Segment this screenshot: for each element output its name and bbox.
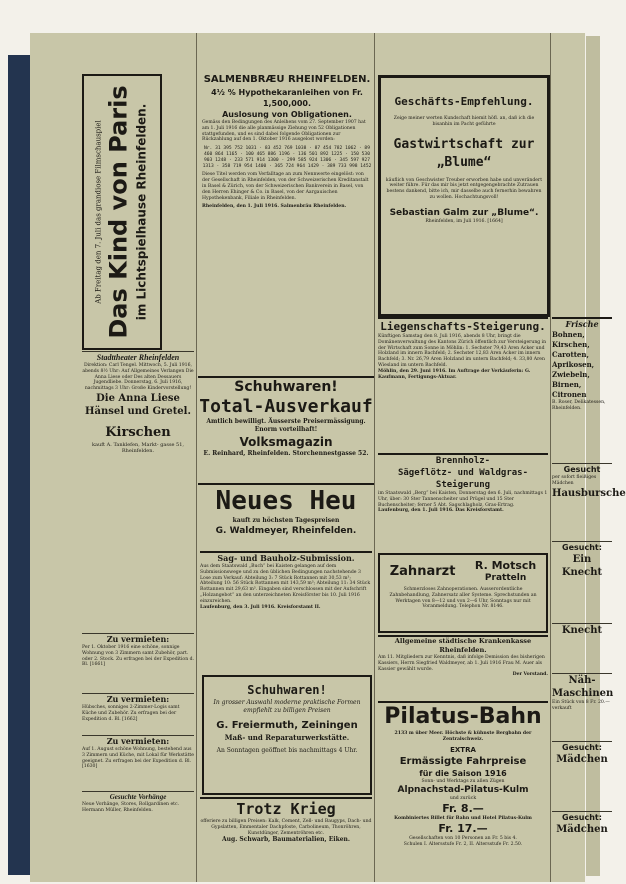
zahnarzt-title: Zahnarzt (389, 563, 456, 579)
gesucht2-body: Ein Knecht (561, 554, 603, 578)
heu-title: Neues Heu (215, 486, 357, 516)
schuh2-note: An Sonntagen geöffnet bis nachmittags 4 Uhr. (216, 747, 358, 754)
curtain-body: Neue Vorhänge, Stores, Rollgardinen etc. Hermann Müller, Rheinfelden. (82, 802, 180, 813)
film-line2: im Lichtspielhause Rheinfelden. (134, 103, 149, 321)
rent2-title: Zu vermieten: (106, 694, 170, 704)
liegenschaft-sign: Möhlin, den 29. Juni 1916. Im Auftrage der Verkäuferin: G. Kaufmann, Fertigungs-Aktuar. (378, 368, 531, 380)
pilatus-title: Pilatus-Bahn (384, 704, 542, 729)
gesucht1-title: Gesucht (563, 465, 601, 474)
pilatus-group: Gesellschaften von 10 Personen an Fr. 5 bis 4. (409, 835, 517, 841)
gesucht2-ad (552, 541, 612, 592)
kranken-body: Am 11. Mitgliedern zur Kenntnis, daß infolge Demission des bisherigen Kassiers, Herrn Siegfried Waldmeyer, ab 1. Juli 1916 Frau M. Auer als Kassier gewählt wurde. (378, 655, 545, 672)
zahnarzt-city: Pratteln (484, 573, 527, 583)
rent-ad-1 (82, 633, 194, 692)
naeh-title: Näh-Maschinen (552, 675, 614, 699)
brennholz-ad (378, 453, 548, 551)
schuh1-ad (198, 376, 374, 482)
schuh2-sub: Maß- und Reparaturwerkstätte. (224, 733, 350, 742)
brennholz-sign: Laufenburg, den 1. Juli 1916. Das Kreisforstamt. (378, 508, 504, 514)
column-rule (196, 33, 197, 882)
naeh-ad (552, 673, 612, 734)
rent2-body: Hübsches, sonniges 2-Zimmer-Logis samt Küche und Zubehör. Zu erfragen bei der Expedition d. Bl. [1662] (82, 705, 180, 722)
curtain-title: Gesuchte Vorhänge (109, 793, 167, 801)
salmen-sub: 4½ % Hypothekaranleihen von Fr. 1,500,000. (211, 88, 363, 108)
blume-body2: käuflich von Geschwister Treuber erworben habe und unverändert weiter führe. Für das mir bis jetzt entgegengebrachte Zutrauen bestens dankend, bitte ich, mir dasselbe auch fernerhin bewahren zu wollen. Hochachtungsvoll! (385, 177, 543, 200)
brennholz-sub: Sägeflötz- und Waldgras-Steigerung (397, 468, 529, 490)
rent1-body: Per 1. Oktober 1916 eine schöne, sonnige Wohnung von 3 Zimmern samt Zubehör, part. oder 2. Stock. Zu erfragen bei der Expedition d. Bl. [1661] (82, 645, 195, 668)
pilatus-ad (378, 701, 548, 881)
theater-title: Stadttheater Rheinfelden (96, 353, 180, 362)
pilatus-schools: Schulen I. Altersstufe Fr. 2, II. Altersstufe Fr. 2.50. (403, 841, 523, 847)
rent-ad-3 (82, 735, 194, 790)
liegenschaft-ad (378, 317, 548, 453)
krieg-body: offeriere zu billigen Preisen: Kalk, Cement, Zell- und Baugyps, Dach- und Gypslatten, Emmentaler Dachpfoste, Carbolineum, Thonröhren, Kunstdünger, Zementröhren etc. (200, 819, 372, 836)
blume-name: Gastwirtschaft zur „Blume“ (393, 136, 535, 170)
liegenschaft-body: Künftigen Samstag den 8. Juli 1916, abends 8 Uhr, bringt die Domänenverwaltung des Kantons Zürich öffentlich zur Versteigerung in der Wirtschaft zum Sonne in Möhlin: 1. Sechster 79,43 Aren Acker und Holzland im innern Bachfeld; 2. Sechster 12,83 Aren Acker im innern Bachfeld; 3. Nr. 26,79 Aren Holzland im untern Bachfeld; 4. 33,80 Aren Wiesland im untern Bachfeld. (378, 334, 547, 368)
zahnarzt-name: R. Motsch (474, 559, 537, 572)
gesucht4-ad (552, 811, 612, 872)
film-line1: Ab Freitag den 7. Juli das grandiose Filmschauspiel (94, 120, 103, 304)
theater-ad (82, 351, 194, 622)
gesucht3-ad (552, 741, 612, 802)
pilatus-offer: Ermässigte Fahrpreise (399, 755, 527, 767)
curtain-ad (82, 791, 194, 852)
newspaper-page (30, 33, 626, 882)
salmen-body: Gemäss den Bedingungen des Anleihens vom 27. September 1907 hat am 1. Juli 1916 die alle planmässige Ziehung von 52 Obligationen stattgefunden, und es sind dabei folgende Obligationen zur Rückzahlung auf den 1. Oktober 1916 ausgelost worden: (202, 120, 366, 143)
blume-title: Geschäfts-Empfehlung. (394, 95, 534, 108)
brennholz-title: Brennholz- (435, 456, 491, 466)
rent-ad-2 (82, 693, 194, 734)
gesucht1-ad (552, 463, 626, 524)
rent1-title: Zu vermieten: (106, 634, 170, 644)
pilatus-days: Sonn- und Werktags zu allen Zügen (421, 778, 505, 784)
naeh-body: Ein Stück von 8 Fr. 20.— verkauft (552, 700, 610, 711)
liegenschaft-title: Liegenschafts-Steigerung. (380, 320, 546, 333)
kirschen-title: Kirschen (105, 424, 171, 440)
heu-body: kauft zu höchsten Tagespreisen (232, 517, 340, 524)
gesucht4-body: Mädchen (556, 824, 608, 835)
haus-title: Hausbursche (552, 487, 626, 499)
schuh1-sub: Total-Ausverkauf (199, 396, 373, 417)
book-binding (8, 55, 30, 875)
holz-body: Aus dem Staatswald „Buch“ bei Kaisten gelangen auf dem Submissionswege und zu den üblichen Bedingungen nachstehende 3 Lose zum Verkauf: Abteilung 3: 7 Stück Rottannen mit 30,53 m³; Abteilung 10: 56 Stück Rottannen mit 143,59 m³; Abteilung 11: 34 Stück Rottannen mit 29,63 m³. Eingaben sind verschlossen mit der Aufschrift „Holzangebot“ an den unterzeichneten Kreisförster bis 10. Juli 1916 einzureichen. (200, 564, 371, 604)
holz-ad (200, 551, 372, 673)
knecht-ad (552, 623, 612, 664)
theater-play1: Die Anna Liese (96, 392, 180, 404)
blume-sign: Sebastian Galm zur „Blume“. (389, 207, 539, 218)
krieg-sign: Aug. Schwarb, Baumaterialien, Eiken. (222, 836, 350, 844)
knecht-title: Knecht (561, 625, 603, 636)
kranken-title: Allgemeine städtische Krankenkasse Rheinfelden. (394, 637, 532, 654)
frische-title: Frische (565, 319, 599, 329)
schuh1-addr: E. Reinhard, Rheinfelden. Storchennestgasse 52. (203, 450, 369, 457)
kranken-sign: Der Vorstand. (512, 672, 548, 678)
heu-name: G. Waldmeyer, Rheinfelden. (215, 526, 357, 536)
frische-items: Bohnen, Kirschen, Carotten, Aprikosen, Zwiebeln, Birnen, Citronen (552, 330, 595, 399)
kirschen-body: kauft A. Tanklefen, Markt- gasse 51, Rheinfelden. (91, 441, 185, 455)
gesucht3-title: Gesucht: (562, 743, 602, 752)
salmen-body2: Diese Titel werden vom Verfalltage an zum Nennwerte eingelöst: von der Gesellschaft in Rheinfelden, von der Schweizerischen Kreditanstalt in Basel & Zürich, von der Schweizerischen Bankverein in Basel, von den Herren Ehinger & Co. in Basel, von der Aargauischen Hypothekenbank, Filiale in Rheinfelden. (202, 172, 369, 201)
pilatus-season: für die Saison 1916 (419, 768, 507, 778)
schuh1-shop: Volksmagazin (239, 435, 333, 449)
theater-play2: Hänsel und Gretel. (85, 405, 191, 417)
schuh2-ad (202, 675, 372, 795)
rent3-title: Zu vermieten: (106, 736, 170, 746)
kranken-ad (378, 635, 548, 701)
frische-sign: B. Roser, Delikatessen, Rheinfelden. (552, 400, 606, 411)
schuh2-body: In grosser Auswahl moderne praktische Formen empfiehlt zu billigen Preisen (213, 699, 361, 714)
brennholz-body: im Staatswald „Berg“ bei Kaisten, Donnerstag den 6. Juli, nachmittags 1 Uhr, über: 30 Ster Tannenscheiter und Prügel und 15 Ster Buchenscheiter; ferner 5 Abt. Sagschlagholz, Gras-Ertrag. (378, 491, 548, 508)
holz-title: Sag- und Bauholz-Submission. (217, 553, 355, 563)
film-ad (82, 74, 162, 350)
pilatus-price1: Fr. 8.— (442, 802, 484, 816)
holz-sign: Laufenburg, den 3. Juli 1916. Kreisforstamt II. (200, 604, 321, 610)
salmen-ad (202, 73, 372, 371)
gesucht2-title: Gesucht: (562, 543, 602, 552)
theater-body: Direktion: Carl Tengel. Mittwoch, 5. Juli 1916, abends 8½ Uhr: Auf Allgemeines Verlangen Die Anna Liese oder Des alten Dessauers Jugendliebe. Donnerstag, 6. Juli 1916, nachmittags 3 Uhr: Große Kindervorstellung! (82, 363, 194, 392)
pilatus-combi: Kombiniertes Billet für Bahn und Hotel Pilatus-Kulm (394, 816, 532, 822)
pilatus-extra: EXTRA (450, 745, 476, 754)
schuh1-body: Amtlich bewilligt. Äusserste Preisermässigung. Enorm vorteilhaft! (206, 418, 366, 433)
blume-ad (378, 75, 550, 317)
schuh1-title: Schuhwaren! (234, 379, 338, 395)
zahnarzt-ad (378, 553, 548, 633)
gesucht1-body: per sofort fleißiges Mädchen (552, 475, 597, 486)
krieg-title: Trotz Krieg (236, 800, 336, 818)
frische-ad (552, 317, 612, 449)
pilatus-sub: 2133 m über Meer. Höchste & kühnste Bergbahn der Zentralschweiz. (394, 731, 532, 742)
film-title: Das Kind von Paris (104, 85, 133, 339)
schuh2-title: Schuhwaren! (247, 683, 327, 697)
salmen-sub2: Auslosung von Obligationen. (222, 110, 352, 119)
heu-ad (198, 483, 374, 549)
gesucht3-body: Mädchen (556, 754, 608, 765)
column-rule (374, 33, 375, 882)
zahnarzt-body: Schmerzloses Zahnoperationen. Ausserordentliche Zahnbehandlung, Zahnersatz aller Systeme. Sprechstunden an Werktagen von 8—12 und von 2—6 Uhr, Sonntags nur mit Voranmeldung. Telephon Nr. 8146. (389, 587, 537, 610)
pilatus-route2: und zurück (449, 796, 477, 802)
krieg-ad (200, 797, 372, 879)
rent3-body: Auf 1. August schöne Wohnung, bestehend aus 3 Zimmern und Küche, mit Lokal für Werkstätte geeignet. Zu erfragen bei der Expedition d. Bl. [1630] (82, 747, 194, 770)
salmen-sign: Rheinfelden, den 1. Juli 1916. Salmenbräu Rheinfelden. (202, 204, 347, 210)
pilatus-route: Alpnachstad-Pilatus-Kulm (397, 785, 529, 796)
salmen-numbers: Nr. 31 395 752 1031 · 83 452 769 1038 · 87 454 782 1062 · 89 460 864 1165 · 100 465 886 1196 · 136 501 892 1225 · 150 530 903 1248 · 233 571 914 1300 · 299 585 924 1306 · 345 597 927 1313 · 358 719 954 1400 · 365 724 964 1429 · 389 733 998 1452 (202, 146, 372, 169)
schuh2-name: G. Freiermuth, Zeiningen (216, 720, 358, 731)
blume-place: Rheinfelden, im Juli 1916. [1664] (425, 218, 503, 224)
blume-body: Zeige meiner werten Kundschaft hiemit höfl. an, daß ich die bisanhin im Pacht geführte (393, 116, 535, 127)
salmen-title: SALMENBRÆU RHEINFELDEN. (203, 74, 371, 85)
column-rule (550, 33, 551, 882)
gesucht4-title: Gesucht: (562, 813, 602, 822)
pilatus-price2: Fr. 17.— (438, 821, 488, 835)
